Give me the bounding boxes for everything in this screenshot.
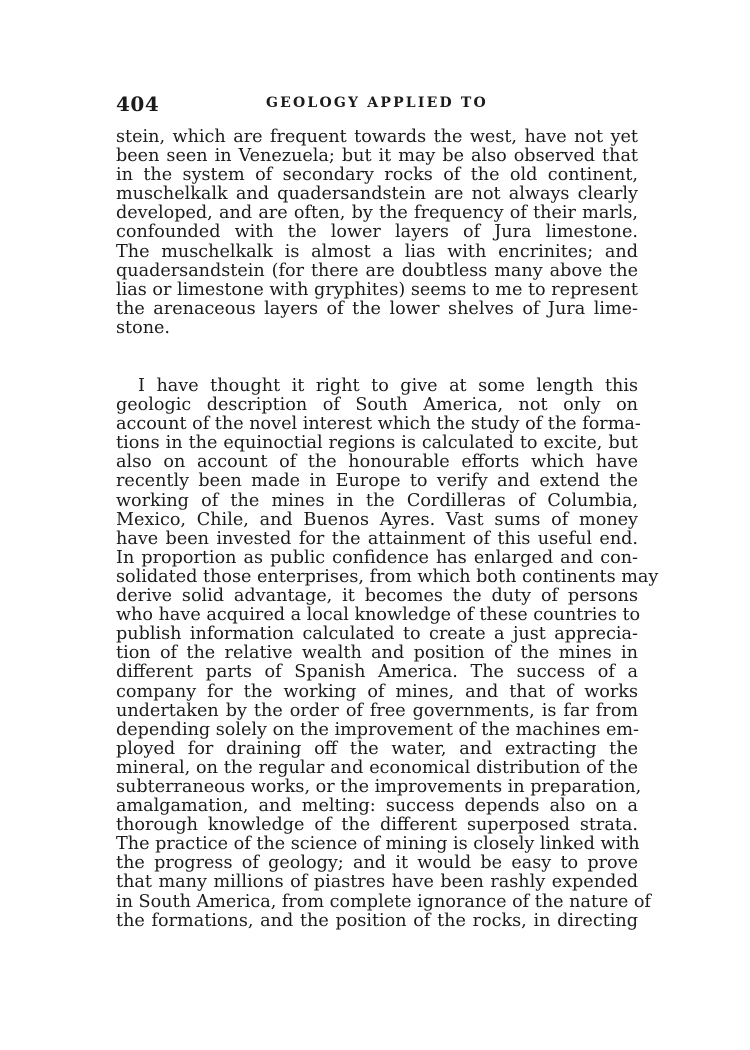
- text-line: The muschelkalk is almost a lias with encrinites; and: [116, 241, 638, 262]
- text-line: derive solid advantage, it becomes the duty of persons: [116, 586, 638, 607]
- text-line: different parts of Spanish America. The success of a: [116, 662, 638, 683]
- text-line: been seen in Venezuela; but it may be also observed that: [116, 146, 638, 167]
- text-line: stone.: [116, 317, 171, 338]
- text-line: The practice of the science of mining is closely linked with: [116, 834, 640, 855]
- text-line: undertaken by the order of free governments, is far from: [116, 700, 638, 721]
- paragraph-1: [116, 128, 638, 338]
- text-line: developed, and are often, by the frequency of their marls,: [116, 203, 638, 224]
- text-line: thorough knowledge of the different superposed strata.: [116, 815, 638, 836]
- text-line: subterraneous works, or the improvements in preparation,: [116, 776, 642, 797]
- text-line: geologic description of South America, not only on: [116, 395, 638, 416]
- page-header: [116, 92, 640, 120]
- text-line: the formations, and the position of the rocks, in directing: [116, 910, 638, 931]
- text-line: the progress of geology; and it would be easy to prove: [116, 853, 638, 874]
- text-line: publish information calculated to create a just apprecia-: [116, 624, 638, 645]
- text-line: tions in the equinoctial regions is calculated to excite, but: [116, 433, 638, 454]
- page-number: 404: [116, 92, 160, 116]
- text-line: ployed for draining off the water, and extracting the: [116, 738, 638, 759]
- text-line: tion of the relative wealth and position of the mines in: [116, 643, 638, 664]
- text-line: who have acquired a local knowledge of these countries to: [116, 605, 641, 626]
- text-line: in the system of secondary rocks of the old continent,: [116, 165, 638, 186]
- text-line: in South America, from complete ignorance of the nature of: [116, 891, 651, 912]
- text-line: working of the mines in the Cordilleras of Columbia,: [116, 490, 638, 511]
- text-line: also on account of the honourable efforts which have: [116, 452, 638, 473]
- text-line: recently been made in Europe to verify and extend the: [116, 471, 638, 492]
- text-line: quadersandstein (for there are doubtless many above the: [116, 260, 638, 281]
- text-line: account of the novel interest which the study of the forma-: [116, 414, 641, 435]
- text-line: stein, which are frequent towards the west, have not yet: [116, 127, 638, 147]
- text-line: depending solely on the improvement of the machines em-: [116, 719, 640, 740]
- text-line: confounded with the lower layers of Jura limestone.: [116, 222, 638, 243]
- text-line: lias or limestone with gryphites) seems to me to represent: [116, 279, 638, 300]
- text-line: I have thought it right to give at some length this: [138, 376, 638, 396]
- text-line: solidated those enterprises, from which both continents may: [116, 566, 659, 587]
- text-line: In proportion as public confidence has enlarged and con-: [116, 547, 638, 568]
- text-line: company for the working of mines, and that of works: [116, 681, 638, 702]
- running-head: GEOLOGY APPLIED TO: [266, 95, 488, 111]
- text-line: Mexico, Chile, and Buenos Ayres. Vast sums of money: [116, 509, 638, 530]
- text-line: that many millions of piastres have been rashly expended: [116, 872, 638, 893]
- text-line: have been invested for the attainment of this useful end.: [116, 528, 638, 549]
- text-line: amalgamation, and melting: success depends also on a: [116, 796, 638, 817]
- text-line: mineral, on the regular and economical distribution of the: [116, 757, 638, 778]
- text-line: muschelkalk and quadersandstein are not always clearly: [116, 184, 638, 205]
- text-line: the arenaceous layers of the lower shelves of Jura lime-: [116, 298, 638, 319]
- paragraph-2: [116, 376, 659, 931]
